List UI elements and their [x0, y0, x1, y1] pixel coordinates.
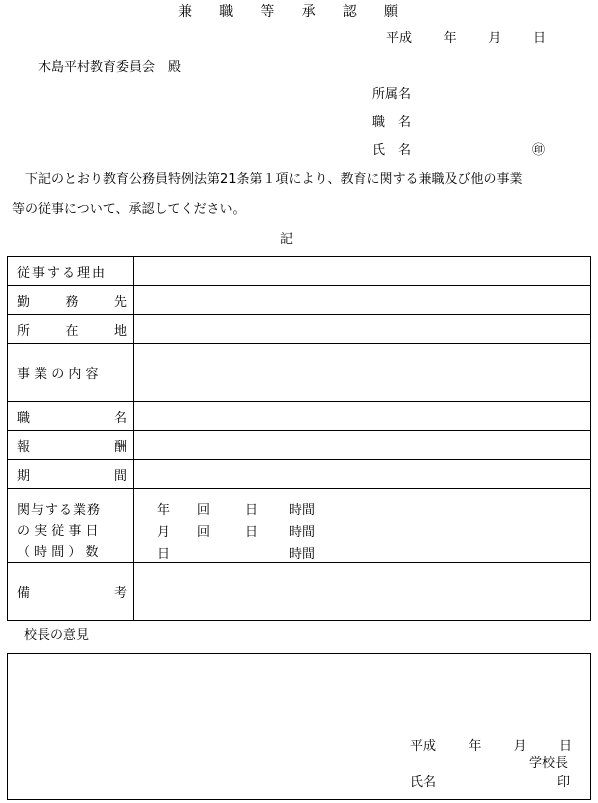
reason-field[interactable]	[134, 257, 591, 286]
application-date	[386, 31, 546, 47]
row-location	[8, 315, 591, 344]
remarks-label: 備 考	[17, 586, 127, 601]
content-label: 事 業 の 内 容	[17, 367, 99, 382]
application-form-table	[7, 256, 591, 621]
job-field[interactable]	[134, 402, 591, 431]
row-workplace	[8, 286, 591, 315]
row-remuneration	[8, 431, 591, 460]
month-label: 月	[488, 31, 502, 46]
row-content	[8, 344, 591, 402]
seal-mark: ㊞	[532, 143, 546, 158]
row-period	[8, 460, 591, 489]
period-label: 期 間	[17, 468, 127, 484]
year-label: 年	[443, 31, 457, 46]
principal-opinion-box[interactable]	[7, 653, 591, 800]
principal-opinion-title: 校長の意見	[24, 628, 90, 643]
row-reason	[8, 257, 591, 286]
involvement-label: 関与する業務 の 実 従 事 日 （ 時 間 ） 数	[17, 503, 102, 560]
remuneration-label: 報 酬	[17, 439, 127, 455]
reason-label: 従事する理由	[17, 265, 108, 281]
opinion-seal-mark: 印	[557, 775, 571, 790]
remarks-field[interactable]	[134, 563, 591, 621]
document-title: 兼 職 等 承 認 願	[178, 4, 398, 20]
period-field[interactable]	[134, 460, 591, 489]
frequency-grid: 年 回 日 時間 月 回 日 時間 日 時間	[157, 503, 316, 562]
request-text-line2: 等の従事について、承認してください。	[12, 202, 246, 217]
day-label: 日	[532, 31, 546, 46]
name-label: 氏 名	[372, 143, 412, 158]
workplace-field[interactable]	[134, 286, 591, 315]
content-field[interactable]	[134, 344, 591, 402]
row-involvement	[8, 489, 591, 563]
ki-heading: 記	[280, 232, 294, 247]
position-label: 職 名	[372, 115, 412, 130]
location-field[interactable]	[134, 315, 591, 344]
workplace-label: 勤 務 先	[17, 294, 127, 310]
opinion-name-label: 氏名	[410, 775, 437, 790]
addressee: 木島平村教育委員会 殿	[38, 60, 182, 75]
remuneration-field[interactable]	[134, 431, 591, 460]
request-text-line1: 下記のとおり教育公務員特例法第21条第１項により、教育に関する兼職及び他の事業	[25, 172, 523, 187]
era-label: 平成	[386, 31, 413, 46]
location-label: 所 在 地	[17, 323, 127, 339]
school-principal-label: 学校長	[529, 756, 569, 771]
involvement-field[interactable]	[134, 489, 591, 563]
opinion-date: 平成 年 月 日	[410, 739, 572, 754]
row-job	[8, 402, 591, 431]
row-remarks	[8, 563, 591, 621]
job-label: 職 名	[17, 410, 127, 426]
affiliation-label: 所属名	[372, 87, 412, 102]
